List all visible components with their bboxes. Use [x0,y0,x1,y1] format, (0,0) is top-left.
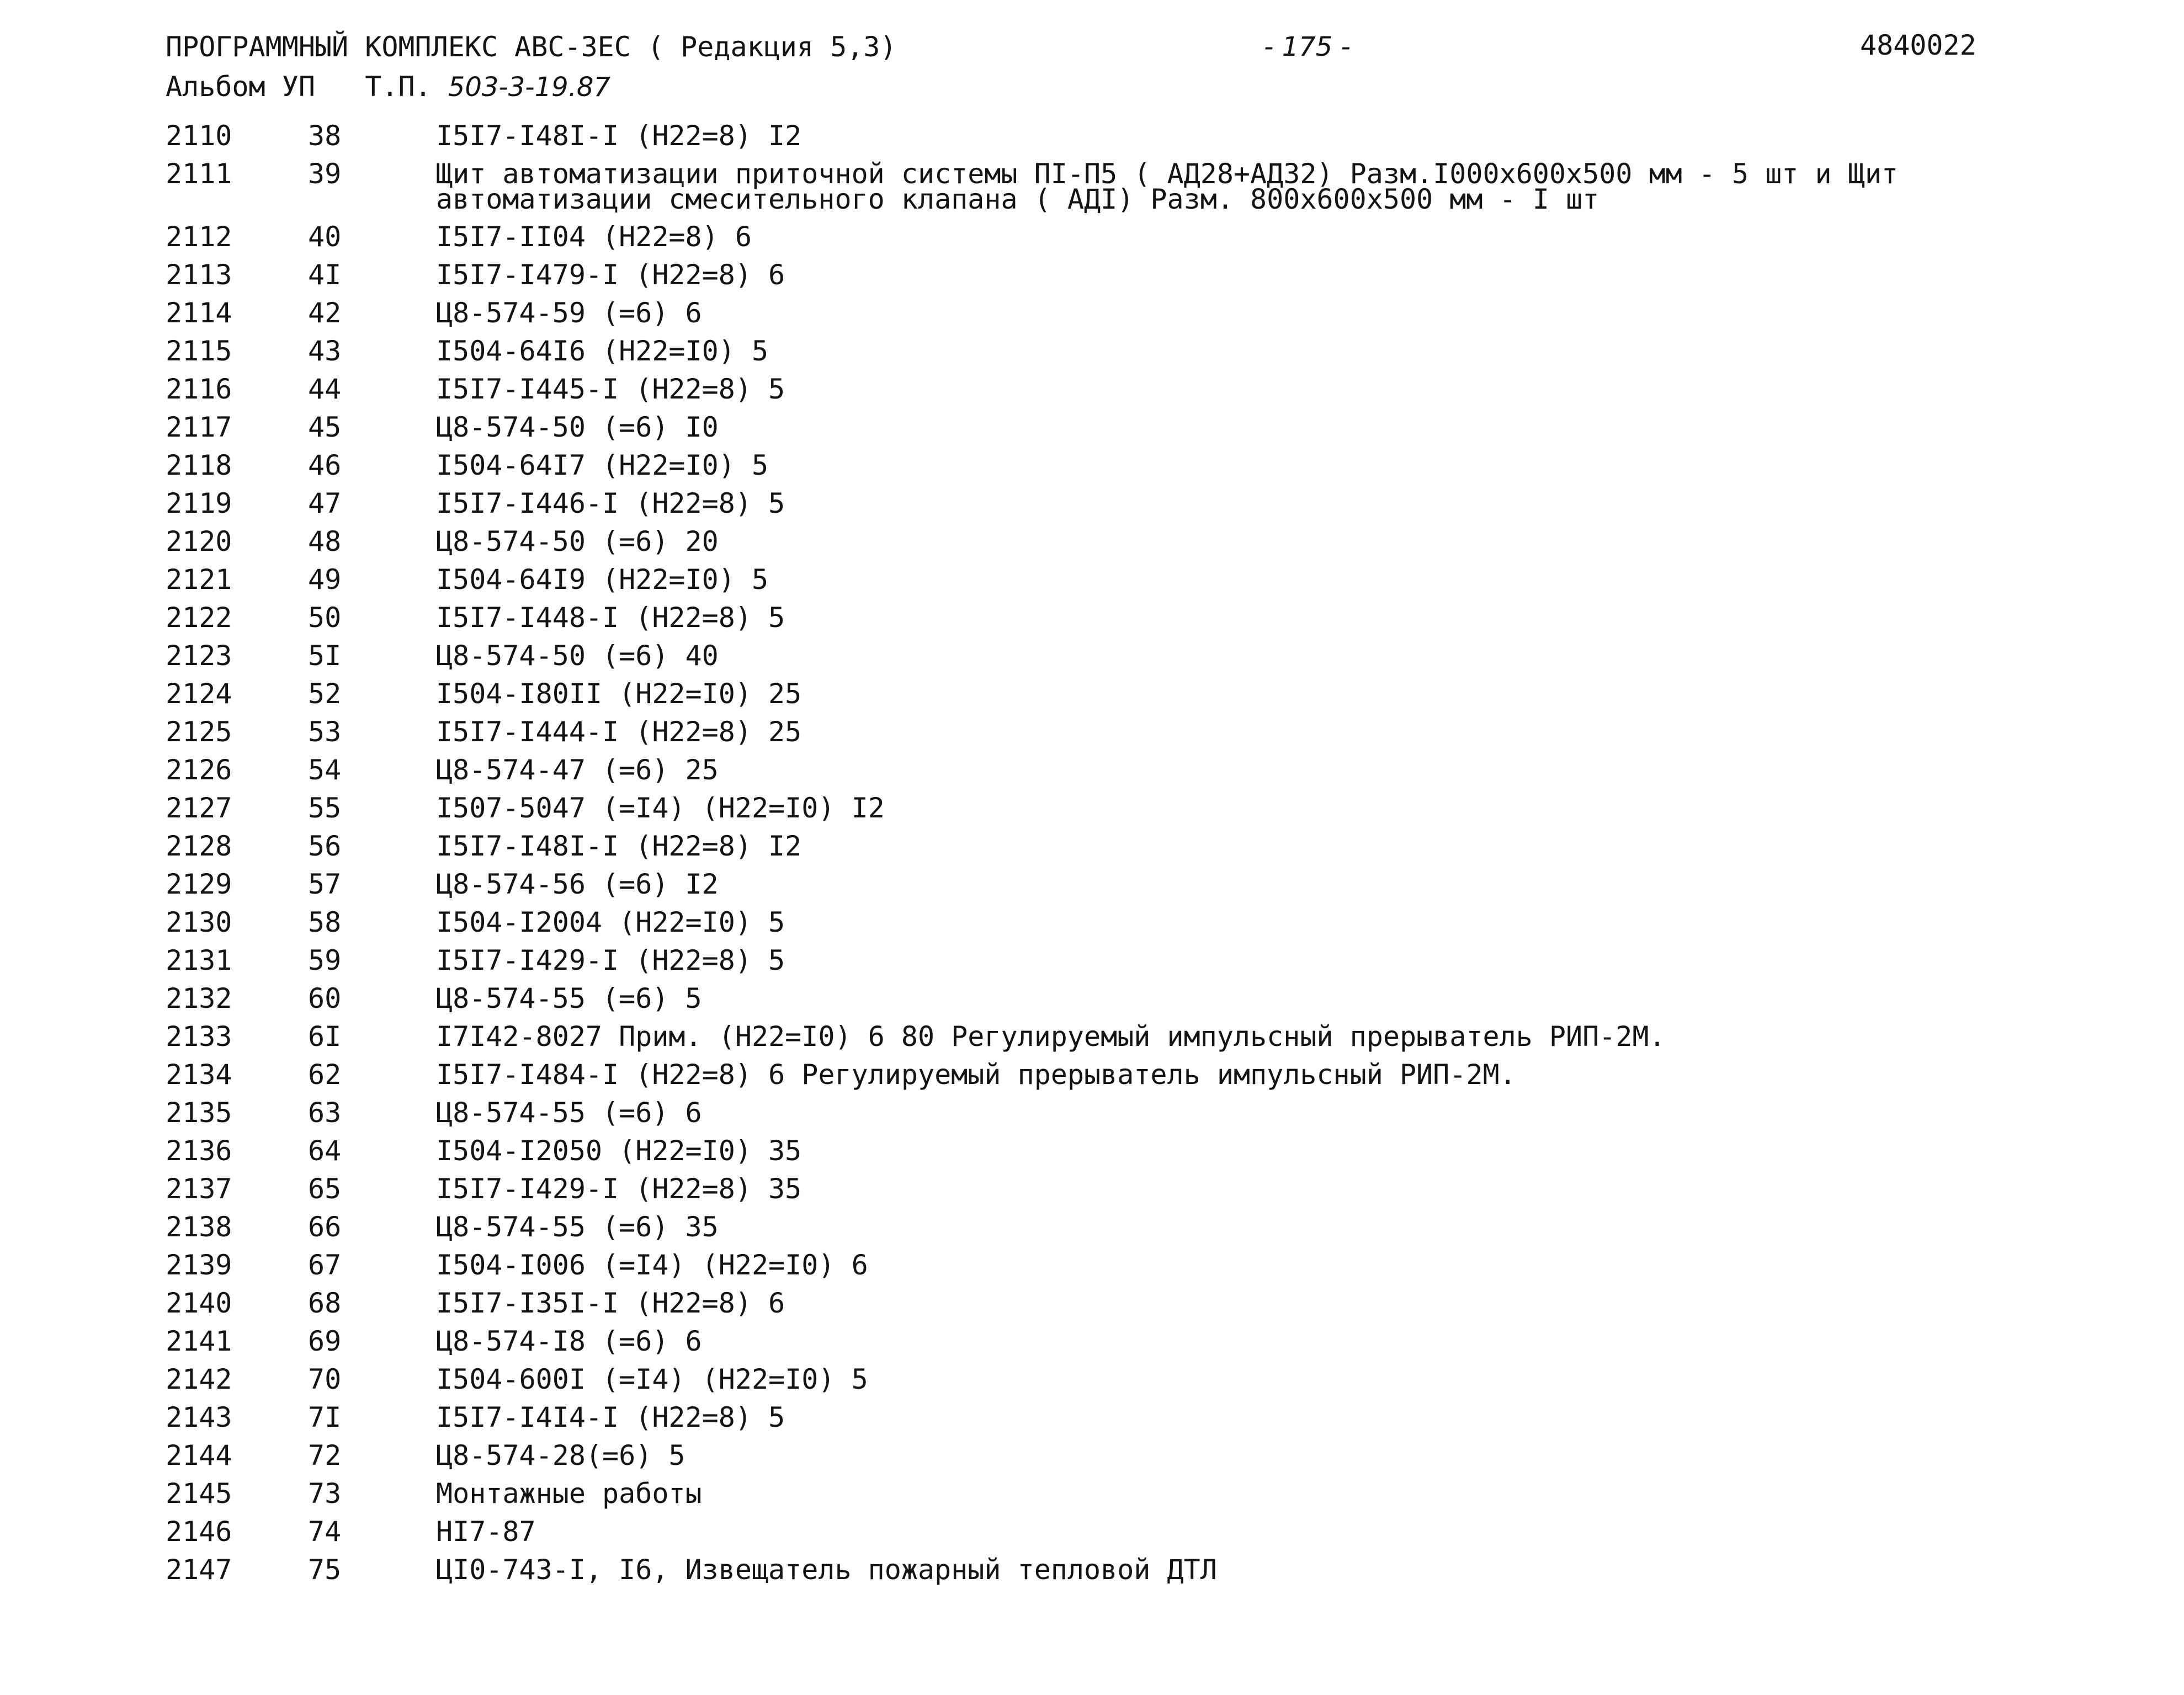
item-description: I5I7-I445-I (H22=8) 5 [436,373,785,405]
item-description: Ц8-574-55 (=6) 5 [436,982,702,1014]
position-number: 50 [308,602,342,634]
record-number: 2123 [166,640,232,672]
record-number: 2147 [166,1554,232,1586]
item-description: I5I7-I479-I (H22=8) 6 [436,259,785,291]
list-item [0,294,2184,332]
list-item [0,1475,2184,1513]
item-description: Щит автоматизации приточной системы ПI-П5 ( АД28+АД32) Разм.I000x600x500 мм - 5 шт и Щит автоматизации смесительного клапана ( АДI) Разм. 800x600x500 мм - I шт [436,158,1899,215]
record-number: 2115 [166,335,232,367]
position-number: 45 [308,411,342,443]
list-item [0,1322,2184,1361]
record-number: 2116 [166,373,232,405]
list-item [0,117,2184,155]
item-description: I507-5047 (=I4) (H22=I0) I2 [436,792,885,824]
record-number: 2126 [166,754,232,786]
record-number: 2134 [166,1059,232,1091]
list-item [0,1094,2184,1132]
list-item [0,1246,2184,1284]
record-number: 2136 [166,1135,232,1167]
item-description: ЦI0-743-I, I6, Извещатель пожарный тепловой ДТЛ [436,1554,1217,1586]
record-number: 2117 [166,411,232,443]
record-number: 2113 [166,259,232,291]
position-number: 55 [308,792,342,824]
position-number: 53 [308,716,342,748]
item-description: I7I42-8027 Прим. (H22=I0) 6 80 Регулируемый импульсный прерыватель РИП-2М. [436,1021,1666,1053]
position-number: 64 [308,1135,342,1167]
list-item [0,1018,2184,1056]
record-number: 2141 [166,1325,232,1357]
list-item [0,865,2184,904]
list-item [0,218,2184,256]
list-item [0,561,2184,599]
item-description: I504-I80II (H22=I0) 25 [436,678,802,710]
page-number: - 175 - [1264,31,1351,62]
record-list [0,117,2184,1589]
record-number: 2112 [166,221,232,253]
position-number: 57 [308,868,342,900]
record-number: 2135 [166,1097,232,1129]
item-description: I5I7-I429-I (H22=8) 5 [436,944,785,976]
position-number: 44 [308,373,342,405]
position-number: 5I [308,640,342,672]
position-number: 43 [308,335,342,367]
list-item [0,1170,2184,1208]
tp-label: Т.П. [365,71,432,103]
list-item [0,713,2184,751]
item-description: Монтажные работы [436,1478,702,1510]
record-number: 2118 [166,449,232,481]
record-number: 2137 [166,1173,232,1205]
record-number: 2128 [166,830,232,862]
position-number: 74 [308,1516,342,1548]
list-item [0,1361,2184,1399]
item-description: I5I7-I448-I (H22=8) 5 [436,602,785,634]
list-item [0,942,2184,980]
list-item [0,1437,2184,1475]
record-number: 2139 [166,1249,232,1281]
list-item [0,1132,2184,1170]
position-number: 54 [308,754,342,786]
item-description: Ц8-574-55 (=6) 6 [436,1097,702,1129]
record-number: 2145 [166,1478,232,1510]
list-item [0,447,2184,485]
item-description: I504-64I6 (H22=I0) 5 [436,335,769,367]
item-description: I5I7-I4I4-I (H22=8) 5 [436,1401,785,1433]
position-number: 73 [308,1478,342,1510]
position-number: 38 [308,120,342,152]
item-description: I504-600I (=I4) (H22=I0) 5 [436,1363,868,1395]
item-description: Ц8-574-59 (=6) 6 [436,297,702,329]
list-item [0,155,2184,218]
list-item [0,1056,2184,1094]
list-item [0,256,2184,294]
position-number: 59 [308,944,342,976]
item-description: I5I7-I35I-I (H22=8) 6 [436,1287,785,1319]
position-number: 67 [308,1249,342,1281]
item-description: Ц8-574-50 (=6) 20 [436,525,719,557]
record-number: 2132 [166,982,232,1014]
record-number: 2138 [166,1211,232,1243]
position-number: 75 [308,1554,342,1586]
position-number: 40 [308,221,342,253]
list-item [0,599,2184,637]
record-number: 2142 [166,1363,232,1395]
item-description: I5I7-II04 (H22=8) 6 [436,221,752,253]
position-number: 68 [308,1287,342,1319]
position-number: 63 [308,1097,342,1129]
item-description: I504-I2050 (H22=I0) 35 [436,1135,802,1167]
record-number: 2120 [166,525,232,557]
item-description: I5I7-I446-I (H22=8) 5 [436,487,785,519]
record-number: 2122 [166,602,232,634]
position-number: 60 [308,982,342,1014]
document-code: 4840022 [1860,29,1976,61]
item-description: Ц8-574-50 (=6) I0 [436,411,719,443]
list-item [0,751,2184,789]
list-item [0,332,2184,370]
position-number: 46 [308,449,342,481]
list-item [0,675,2184,713]
position-number: 62 [308,1059,342,1091]
item-description: I5I7-I429-I (H22=8) 35 [436,1173,802,1205]
list-item [0,1284,2184,1322]
item-description: I504-64I9 (H22=I0) 5 [436,564,769,596]
list-item [0,980,2184,1018]
position-number: 4I [308,259,342,291]
item-description: I5I7-I48I-I (H22=8) I2 [436,830,802,862]
record-number: 2119 [166,487,232,519]
album-label: Альбом УП [166,71,315,103]
list-item [0,904,2184,942]
item-description: Ц8-574-50 (=6) 40 [436,640,719,672]
item-description: Ц8-574-47 (=6) 25 [436,754,719,786]
position-number: 56 [308,830,342,862]
position-number: 69 [308,1325,342,1357]
item-description: HI7-87 [436,1516,536,1548]
record-number: 2131 [166,944,232,976]
record-number: 2144 [166,1439,232,1471]
position-number: 58 [308,906,342,938]
record-number: 2114 [166,297,232,329]
position-number: 39 [308,158,342,190]
document-title: ПРОГРАММНЫЙ КОМПЛЕКС АВС-ЗЕС ( Редакция 5,3) [166,31,897,63]
record-number: 2110 [166,120,232,152]
position-number: 65 [308,1173,342,1205]
list-item [0,408,2184,447]
list-item [0,789,2184,827]
record-number: 2127 [166,792,232,824]
list-item [0,370,2184,408]
position-number: 48 [308,525,342,557]
record-number: 2140 [166,1287,232,1319]
record-number: 2125 [166,716,232,748]
position-number: 47 [308,487,342,519]
record-number: 2121 [166,564,232,596]
list-item [0,1513,2184,1551]
item-description: I5I7-I484-I (H22=8) 6 Регулируемый прерыватель импульсный РИП-2М. [436,1059,1516,1091]
list-item [0,523,2184,561]
tp-value: 503-3-19.87 [448,72,610,103]
position-number: 72 [308,1439,342,1471]
position-number: 49 [308,564,342,596]
position-number: 7I [308,1401,342,1433]
item-description: I504-I006 (=I4) (H22=I0) 6 [436,1249,868,1281]
record-number: 2130 [166,906,232,938]
record-number: 2124 [166,678,232,710]
record-number: 2146 [166,1516,232,1548]
item-description: I5I7-I48I-I (H22=8) I2 [436,120,802,152]
position-number: 52 [308,678,342,710]
album-line [166,70,610,104]
item-description: Ц8-574-I8 (=6) 6 [436,1325,702,1357]
list-item [0,485,2184,523]
item-description: Ц8-574-55 (=6) 35 [436,1211,719,1243]
list-item [0,1399,2184,1437]
item-description: Ц8-574-28(=6) 5 [436,1439,686,1471]
record-number: 2111 [166,158,232,190]
position-number: 70 [308,1363,342,1395]
item-description: I5I7-I444-I (H22=8) 25 [436,716,802,748]
list-item [0,827,2184,865]
item-description: I504-I2004 (H22=I0) 5 [436,906,785,938]
list-item [0,1551,2184,1589]
position-number: 66 [308,1211,342,1243]
position-number: 42 [308,297,342,329]
record-number: 2129 [166,868,232,900]
record-number: 2143 [166,1401,232,1433]
item-description: Ц8-574-56 (=6) I2 [436,868,719,900]
record-number: 2133 [166,1021,232,1053]
list-item [0,637,2184,675]
item-description: I504-64I7 (H22=I0) 5 [436,449,769,481]
list-item [0,1208,2184,1246]
position-number: 6I [308,1021,342,1053]
